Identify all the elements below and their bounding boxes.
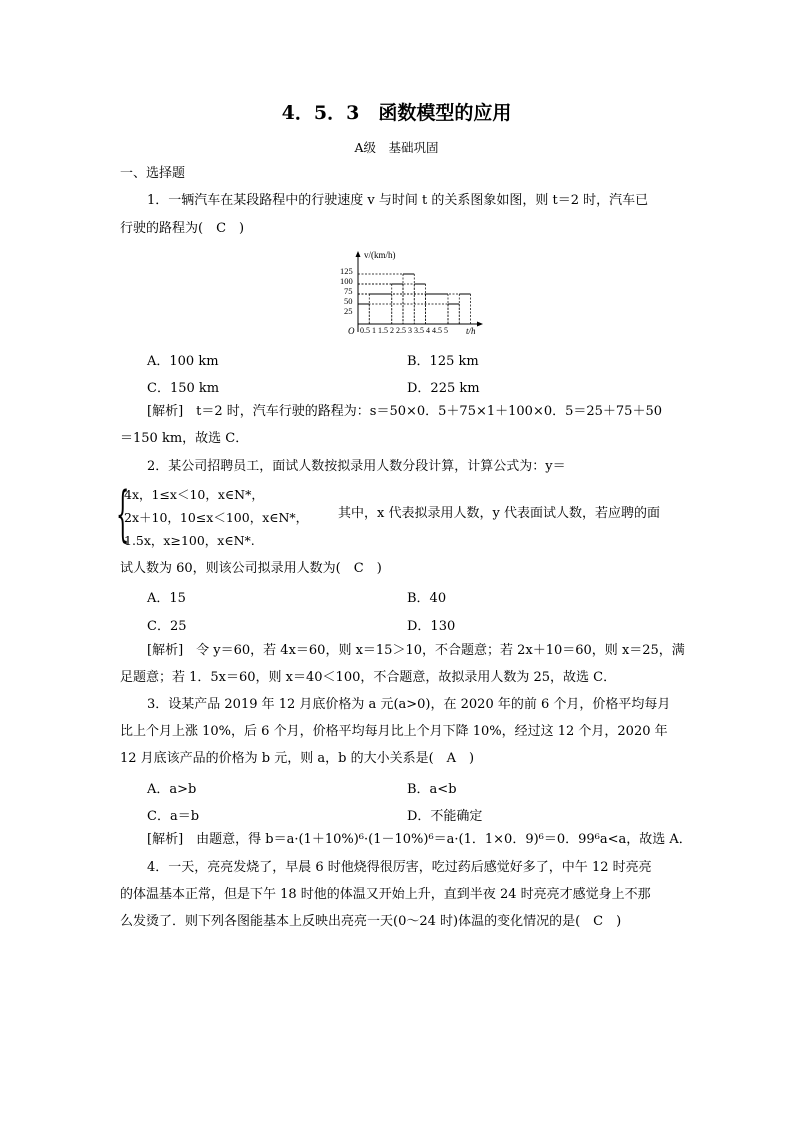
q2-option-c: C．25	[147, 619, 187, 634]
ytick-label: 25	[344, 306, 353, 316]
ytick-label: 125	[340, 266, 353, 276]
q2-case-3: 1.5x，x≥100，x∈N*.	[124, 533, 255, 548]
q1-stem-line-1: 1．一辆汽车在某段路程中的行驶速度 v 与时间 t 的关系图象如图，则 t＝2 时，汽车已	[147, 193, 649, 208]
x-axis-label: t/h	[466, 326, 476, 336]
q2-case-2: 2x＋10，10≤x＜100，x∈N*，	[124, 510, 309, 525]
y-axis-label: v/(km/h)	[364, 250, 396, 260]
q1-option-a: A．100 km	[147, 354, 219, 369]
q3-stem-line-2: 比上个月上涨 10%，后 6 个月，价格平均每月比上个月下降 10%，经过这 12 个月，2020 年	[120, 724, 668, 739]
piecewise-brace: {	[116, 479, 130, 549]
q3-option-c: C．a＝b	[147, 809, 200, 824]
q3-option-b: B．a<b	[407, 782, 457, 797]
velocity-time-chart	[340, 248, 490, 340]
q1-option-c: C．150 km	[147, 381, 220, 396]
q1-analysis-line-1: [解析] t＝2 时，汽车行驶的路程为：s＝50×0．5＋75×1＋100×0．5＝25＋75＋50	[147, 404, 662, 419]
q2-stem-line-1: 2．某公司招聘员工，面试人数按拟录用人数分段计算，计算公式为：y＝	[147, 459, 566, 474]
q2-case-1: 4x，1≤x＜10，x∈N*，	[124, 487, 264, 502]
q3-stem-line-1: 3．设某产品 2019 年 12 月底价格为 a 元(a>0)，在 2020 年的前 6 个月，价格平均每月	[147, 697, 671, 712]
ytick-label: 75	[344, 286, 353, 296]
q1-stem-line-2: 行驶的路程为( C )	[120, 221, 245, 236]
q4-stem-line-1: 4．一天，亮亮发烧了，早晨 6 时他烧得很厉害，吃过药后感觉好多了，中午 12 时亮亮	[147, 860, 652, 875]
q3-analysis: [解析] 由题意，得 b＝a·(1＋10%)⁶·(1－10%)⁶＝a·(1．1×0．9)⁶＝0．99⁶a<a，故选 A．	[147, 832, 692, 847]
q2-stem-line-3: 试人数为 60，则该公司拟录用人数为( C )	[120, 561, 382, 576]
q3-stem-line-3: 12 月底该产品的价格为 b 元，则 a，b 的大小关系是( A )	[120, 751, 475, 766]
q2-option-d: D．130	[407, 619, 456, 634]
q4-stem-line-2: 的体温基本正常，但是下午 18 时他的体温又开始上升，直到半夜 24 时亮亮才感觉身上不那	[120, 887, 651, 902]
q1-analysis-line-2: ＝150 km，故选 C．	[120, 431, 249, 446]
q3-option-a: A．a>b	[147, 782, 197, 797]
q2-option-a: A．15	[147, 591, 186, 606]
q2-stem-line-2: 其中，x 代表拟录用人数，y 代表面试人数，若应聘的面	[338, 506, 660, 521]
page-title: 4．5．3 函数模型的应用	[281, 102, 512, 124]
y-axis-arrow	[356, 251, 361, 257]
xtick-labels: 0.5 1 1.5 2 2.5 3 3.5 4 4.5 5	[360, 326, 448, 335]
q1-option-b: B．125 km	[407, 354, 479, 369]
x-axis-arrow	[477, 322, 483, 327]
level-heading: A级 基础巩固	[354, 140, 439, 155]
q3-option-d: D．不能确定	[407, 809, 483, 824]
q2-analysis-line-1: [解析] 令 y＝60，若 4x＝60，则 x＝15＞10，不合题意；若 2x＋10＝60，则 x＝25，满	[147, 643, 685, 658]
q4-stem-line-3: 么发烫了．则下列各图能基本上反映出亮亮一天(0～24 时)体温的变化情况的是( C )	[120, 914, 622, 929]
q2-option-b: B．40	[407, 591, 447, 606]
ytick-label: 50	[344, 296, 353, 306]
ytick-label: 100	[340, 276, 353, 286]
section-heading: 一、选择题	[120, 166, 186, 181]
q2-analysis-line-2: 足题意；若 1．5x＝60，则 x＝40＜100，不合题意，故拟录用人数为 25，故选 C．	[120, 670, 617, 685]
origin-label: O	[348, 326, 355, 336]
chart-marks	[358, 274, 471, 324]
q1-option-d: D．225 km	[407, 381, 480, 396]
